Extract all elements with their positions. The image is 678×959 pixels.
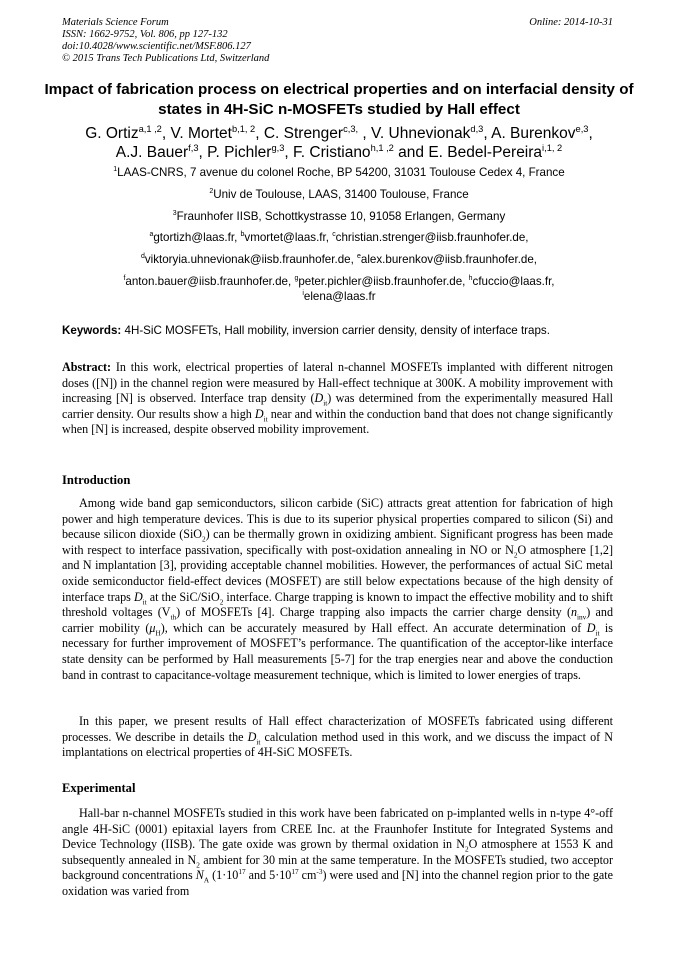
email[interactable]: viktoryia.uhnevionak@iisb.fraunhofer.de, — [144, 253, 358, 266]
author-list — [40, 124, 638, 162]
section-heading-introduction: Introduction — [62, 473, 131, 487]
keywords-text: 4H-SiC MOSFETs, Hall mobility, inversion carrier density, density of interface traps. — [121, 324, 550, 337]
affiliation: $^2$Univ de Toulouse, LAAS, 31400 Toulouse, France — [209, 188, 469, 201]
author: F. Cristiano$^{h,1 ,2}$ and — [293, 142, 429, 161]
email[interactable]: elena@laas.fr — [303, 290, 376, 303]
author: G. Ortiz$^{a,1 ,2}$, — [85, 123, 171, 142]
email[interactable]: alex.burenkov@iisb.fraunhofer.de, — [360, 253, 538, 266]
email[interactable]: anton.bauer@iisb.fraunhofer.de, — [125, 275, 295, 288]
journal-doi: doi:10.4028/www.scientific.net/MSF.806.127 — [62, 41, 251, 52]
email[interactable]: cfuccio@laas.fr, — [472, 275, 555, 288]
author: C. Strenger$^{c,3,}$ , — [263, 123, 372, 142]
author: A.J. Bauer$^{f,3}$, — [115, 142, 208, 161]
email[interactable]: christian.strenger@iisb.fraunhofer.de, — [335, 231, 529, 244]
author: E. Bedel-Pereira$^{i,1, 2}$ — [428, 142, 563, 161]
affiliation: $^3$Fraunhofer IISB, Schottkystrasse 10, 91058 Erlangen, Germany — [172, 210, 506, 223]
author: V. Mortet$^{b,1, 2}$, — [170, 123, 264, 142]
body-paragraph: Among wide band gap semiconductors, silicon carbide (SiC) attracts great attention for fabrication of high power and high temperature devices. This is due to its superior physical properties compared to silicon (Si) and because silicon dioxide (SiO$_2$) can be thermally grown in oxidizing ambient. Significant progress has been made with respect to interface passivation, specifically with post-oxidation annealing in NO or $N_2O$ atmosphere [1,2] and N implantation [3], providing acceptable channel mobilities. However, the performances of actual SiC metal oxide semiconductor field-effect devices (MOSFET) are still below expectations because of the high density of interface traps $D_{it}$ at the SiC/SiO$_2$ interface. Charge trapping is known to impact the effective mobility and to shift threshold voltages $(V_{th})$ of MOSFETs [4]. Charge trapping also impacts the carrier charge density $(n_{inv})$ and carrier mobility $(\mu_H)$, which can be accurately measured by Hall effect. An accurate determination of $D_{it}$ is necessary for further improvement of MOSFET’s performance. The quantification of the acceptor-like interface state density can be performed by Hall measurements [5-7] for the trap energies near and above the conduction band in contrast to capacitance-voltage measurement technique, which is limited to lower energies of traps. — [62, 496, 614, 682]
journal-header — [62, 17, 269, 65]
body-paragraph: Hall-bar n-channel MOSFETs studied in this work have been fabricated on p-implanted wells in n-type 4°-off angle 4H-SiC (0001) epitaxial layers from CREE Inc. at the Fraunhofer Institute for Integrated Systems and Device Technology (IISB). The gate oxide was grown by thermal oxidation in $N_2O$ atmosphere at 1553 K and subsequently annealed in $N_2$ ambient for 30 min at the same temperature. In the MOSFETs studied, two acceptor background concentrations $N_A$ ($1\cdot 10^{17}$ and $5\cdot 10^{17}$ $cm^{-3}$) were used and [N] into the channel region prior to the gate oxidation was varied from — [62, 806, 613, 898]
paper-title: Impact of fabrication process on electrical properties and on interfacial density of states in 4H-SiC n-MOSFETs studied by Hall effect — [44, 81, 634, 118]
author: V. Uhnevionak$^{d,3}$, — [371, 123, 492, 142]
keywords-label: Keywords: — [62, 324, 122, 337]
email[interactable]: peter.pichler@iisb.fraunhofer.de, — [298, 275, 469, 288]
journal-issn: ISSN: 1662-9752, Vol. 806, pp 127-132 — [62, 29, 228, 40]
email-line: $^i$elena@laas.fr — [302, 290, 376, 303]
email[interactable]: vmortet@laas.fr, — [244, 231, 333, 244]
keywords — [62, 324, 622, 338]
online-date: Online: 2014-10-31 — [529, 17, 613, 28]
email-line: $^f$anton.bauer@iisb.fraunhofer.de, $^g$peter.pichler@iisb.fraunhofer.de, $^h$cfuccio@laas.fr, — [123, 275, 555, 288]
author: P. Pichler$^{g,3}$, — [207, 142, 294, 161]
journal-name: Materials Science Forum — [62, 17, 169, 28]
email-line: $^d$viktoryia.uhnevionak@iisb.fraunhofer.de, $^e$alex.burenkov@iisb.fraunhofer.de, — [140, 253, 538, 266]
email[interactable]: gtortizh@laas.fr, — [153, 231, 241, 244]
author: A. Burenkov$^{e,3}$, — [491, 123, 593, 142]
body-paragraph: In this paper, we present results of Hall effect characterization of MOSFETs fabricated using different processes. We describe in details the $D_{it}$ calculation method used in this work, and we discuss the impact of N implantations on electrical properties of 4H-SiC MOSFETs. — [62, 714, 613, 760]
affiliation: $^1$LAAS-CNRS, 7 avenue du colonel Roche, BP 54200, 31031 Toulouse Cedex 4, France — [113, 166, 565, 179]
journal-copyright: © 2015 Trans Tech Publications Ltd, Switzerland — [62, 53, 270, 64]
email-line: $^a$gtortizh@laas.fr, $^b$vmortet@laas.fr, $^c$christian.strenger@iisb.fraunhofer.de, — [149, 231, 529, 244]
section-heading-experimental: Experimental — [62, 781, 136, 795]
abstract-label: Abstract: — [62, 360, 112, 374]
abstract: Abstract: In this work, electrical properties of lateral n-channel MOSFETs implanted with different nitrogen doses ([N]) in the channel region were measured by Hall-effect technique at 300K. A mobility improvement with increasing [N] is observed. Interface trap density $(D_{it})$ was determined from the experimentally measured Hall carrier density. Our results show a high $D_{it}$ near and within the conduction band that does not change significantly when [N] is increased, despite observed mobility improvement. — [62, 360, 614, 437]
